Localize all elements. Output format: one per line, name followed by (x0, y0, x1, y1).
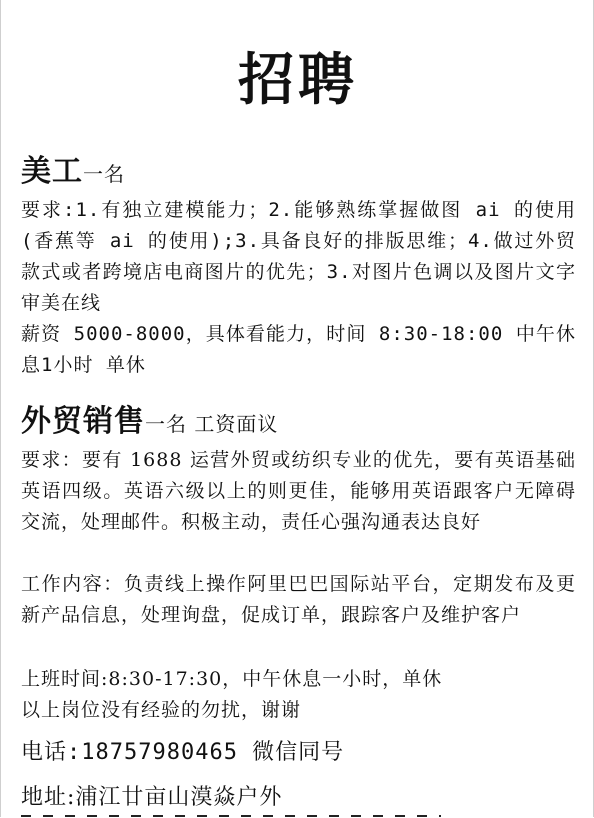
contact-phone: 电话:18757980465 微信同号 (21, 740, 345, 765)
trade-sales-requirements: 要求：要有 1688 运营外贸或纺织专业的优先，要有英语基础英语四级。英语六级以上的则更佳，能够用英语跟客户无障碍交流，处理邮件。积极主动，责任心强沟通表达良好 (21, 449, 576, 533)
trade-sales-hours: 上班时间:8:30-17:30，中午休息一小时，单休 (21, 668, 443, 690)
experience-note: 以上岗位没有经验的勿扰，谢谢 (21, 699, 302, 721)
heading-art-designer-count: 一名 (83, 162, 125, 186)
art-designer-requirements: 要求:1.有独立建模能力；2.能够熟练掌握做图 ai 的使用(香蕉等 ai 的使用);3.具备良好的排版思维；4.做过外贸款式或者跨境店电商图片的优先；3.对图片色调以及图片文字审美在线 (21, 199, 576, 314)
heading-art-designer: 美工 (21, 154, 83, 189)
heading-trade-sales-count: 一名 工资面议 (145, 412, 279, 436)
section-heading-trade-sales (21, 396, 278, 440)
contact-address: 地址:浦江廿亩山漠焱户外 (21, 785, 283, 810)
section-heading-art-designer (21, 146, 125, 190)
art-designer-salary: 薪资 5000-8000，具体看能力，时间 8:30-18:00 中午休息1小时 单休 (21, 323, 576, 376)
page-title: 招聘 (238, 47, 358, 113)
trade-sales-duties: 工作内容：负责线上操作阿里巴巴国际站平台，定期发布及更新产品信息，处理询盘，促成订单，跟踪客户及维护客户 (21, 573, 576, 626)
heading-trade-sales: 外贸销售 (21, 404, 145, 439)
